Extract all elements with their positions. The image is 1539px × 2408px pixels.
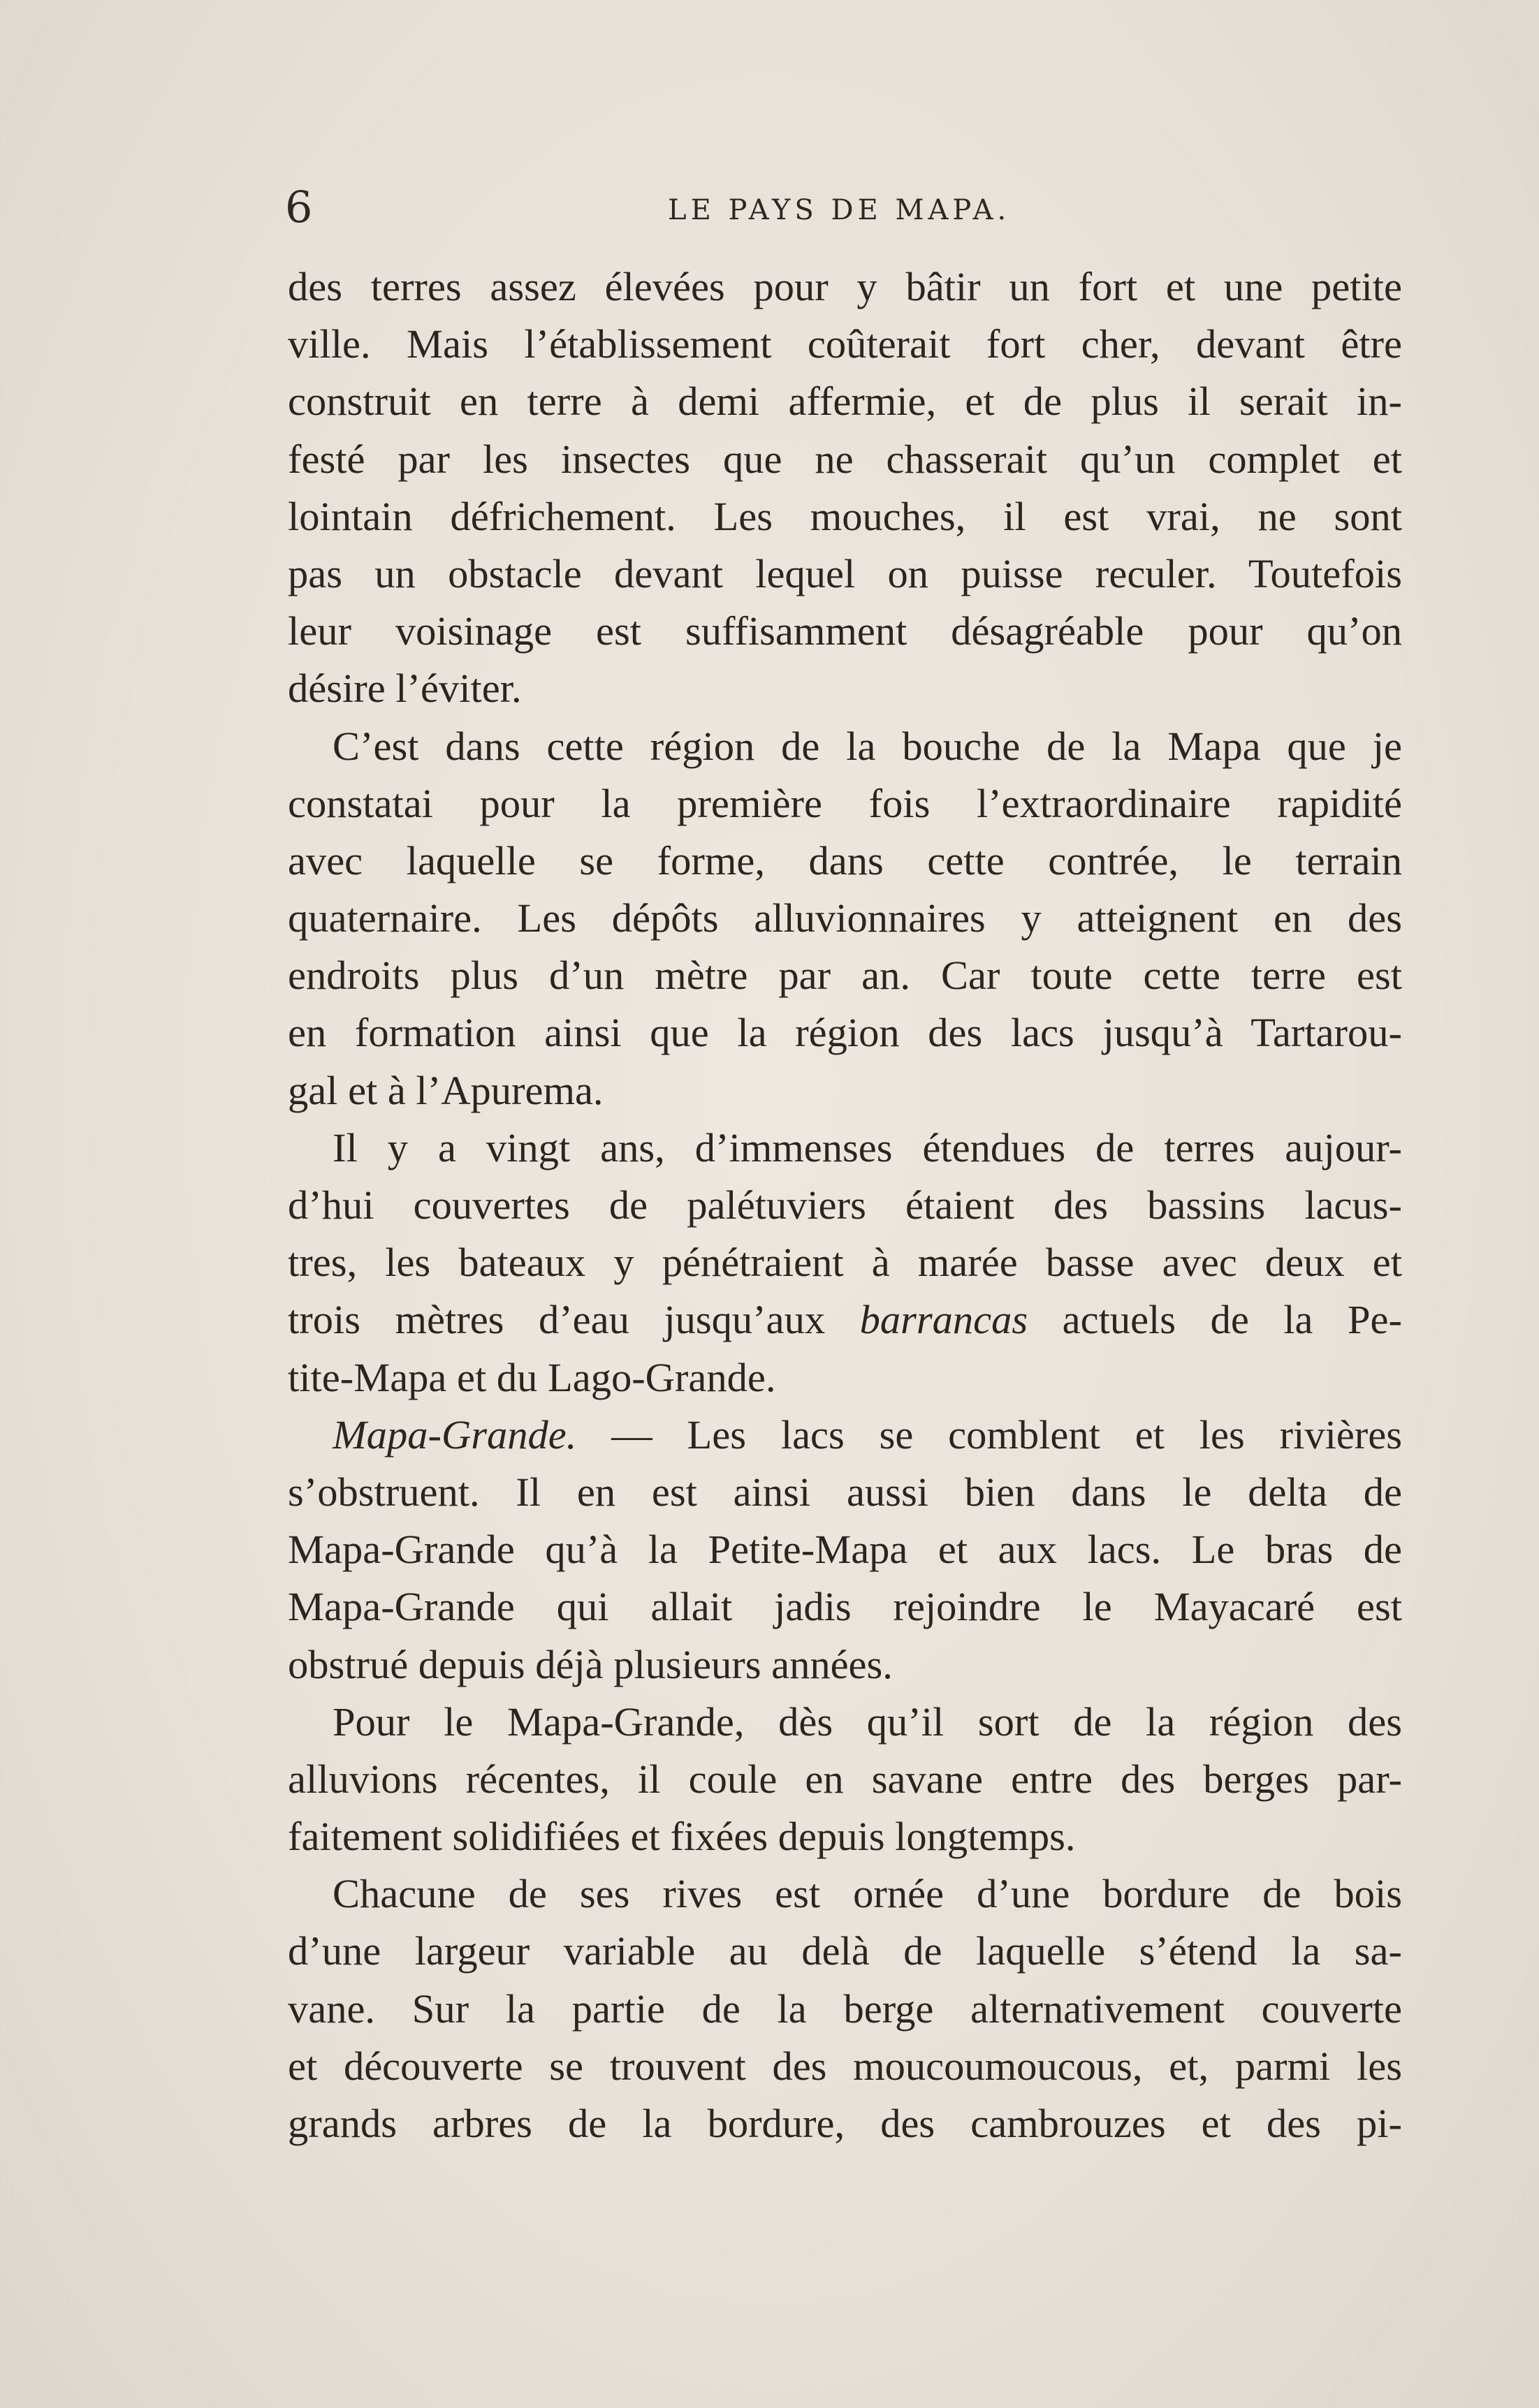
text-line: faitement solidifiées et fixées depuis longtemps.	[288, 1814, 1076, 1860]
body-text	[288, 258, 1402, 2152]
text-line	[288, 1291, 1402, 1349]
text-line: tite-Mapa et du Lago-Grande.	[288, 1354, 776, 1400]
text-line: quaternaire. Les dépôts alluvionnaires y atteignent en des	[288, 895, 1402, 941]
text-line-end: actuels de la Pe-	[1062, 1297, 1402, 1343]
text-line: leur voisinage est suffisamment désagréable pour qu’on	[288, 608, 1402, 654]
text-line: ville. Mais l’établissement coûterait fort cher, devant être	[288, 321, 1402, 367]
text-line: pas un obstacle devant lequel on puisse reculer. Toutefois	[288, 550, 1402, 596]
text-line: festé par les insectes que ne chasserait qu’un complet et	[288, 436, 1402, 482]
text-line: vane. Sur la partie de la berge alternativement couverte	[288, 1985, 1402, 2032]
text-line: grands arbres de la bordure, des cambrouzes et des pi-	[288, 2101, 1402, 2146]
text-line-start: trois mètres d’eau jusqu’aux	[288, 1297, 826, 1343]
text-line-rest: — Les lacs se comblent et les rivières	[611, 1411, 1403, 1458]
text-line: lointain défrichement. Les mouches, il est vrai, ne sont	[288, 493, 1402, 539]
text-line: Mapa-Grande qu’à la Petite-Mapa et aux lacs. Le bras de	[288, 1527, 1402, 1573]
page-number: 6	[285, 182, 313, 233]
text-line: Mapa-Grande qui allait jadis rejoindre le Mayacaré est	[288, 1584, 1402, 1630]
text-line	[288, 1407, 1402, 1464]
text-line: avec laquelle se forme, dans cette contrée, le terrain	[288, 837, 1402, 883]
text-line: obstrué depuis déjà plusieurs années.	[288, 1641, 893, 1687]
text-line: d’une largeur variable au delà de laquelle s’étend la sa-	[288, 1928, 1402, 1974]
running-title: LE PAYS DE MAPA.	[668, 194, 1011, 226]
text-line: endroits plus d’un mètre par an. Car toute cette terre est	[288, 953, 1402, 999]
text-line: Il y a vingt ans, d’immenses étendues de terres aujour-	[333, 1124, 1402, 1170]
page-header	[285, 183, 1403, 239]
text-line: constatai pour la première fois l’extraordinaire rapidité	[288, 780, 1402, 826]
text-line: Chacune de ses rives est ornée d’une bordure de bois	[333, 1871, 1402, 1917]
text-line: s’obstruent. Il en est ainsi aussi bien dans le delta de	[288, 1469, 1402, 1515]
text-line: et découverte se trouvent des moucoumoucous, et, parmi les	[288, 2043, 1402, 2089]
text-line: construit en terre à demi affermie, et de plus il serait in-	[288, 379, 1402, 425]
section-heading: Mapa-Grande.	[333, 1411, 577, 1458]
text-line: tres, les bateaux y pénétraient à marée basse avec deux et	[288, 1240, 1402, 1286]
italic-term: barrancas	[859, 1297, 1028, 1343]
text-line: Pour le Mapa-Grande, dès qu’il sort de la région des	[333, 1698, 1402, 1745]
text-line: en formation ainsi que la région des lacs jusqu’à Tartarou-	[288, 1010, 1402, 1056]
text-line: des terres assez élevées pour y bâtir un fort et une petite	[288, 264, 1402, 309]
text-line: C’est dans cette région de la bouche de la Mapa que je	[333, 723, 1402, 769]
text-line: alluvions récentes, il coule en savane entre des berges par-	[288, 1756, 1402, 1802]
text-line: désire l’éviter.	[288, 666, 522, 712]
text-line: gal et à l’Apurema.	[288, 1067, 604, 1113]
text-line: d’hui couvertes de palétuviers étaient des bassins lacus-	[288, 1182, 1402, 1228]
